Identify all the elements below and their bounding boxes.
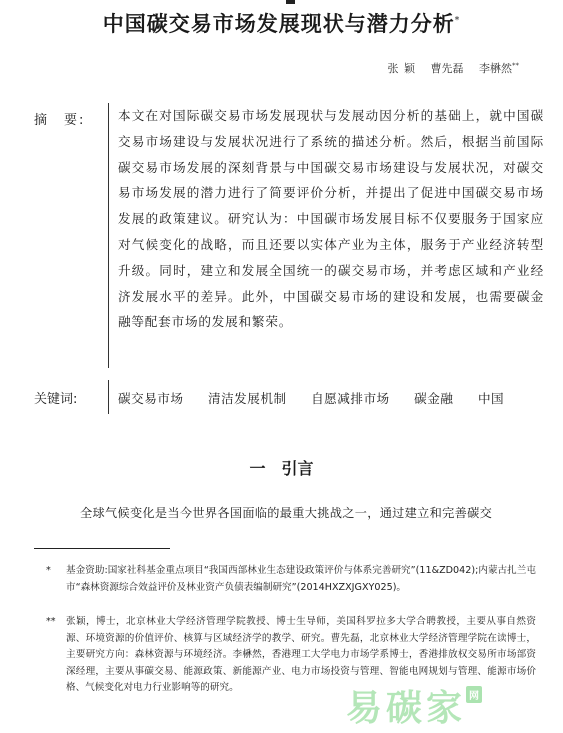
keywords-label: 关键词: (34, 392, 78, 407)
author-2-name: 曹先磊 (430, 62, 464, 75)
author-3-name: 李楙然 (479, 62, 512, 75)
abstract-text: 本文在对国际碳交易市场发展现状与发展动因分析的基础上，就中国碳交易市场建设与发展状况进行了系统的描述分析。然后，根据当前国际碳交易市场发展的深刻背景与中国碳交易市场建设与发展状况，对碳交易市场发展的潜力进行了简要评价分析，并提出了促进中国碳交易市场发展的政策建议。研究认为：中国碳市场发展目标不仅要服务于国家应对气候变化的战略，而且还要以实体产业为主体，服务于产业经济转型升级。同时，建立和发展全国统一的碳交易市场，并考虑区域和产业经济发展水平的差异。此外，中国碳交易市场的建设和发展，也需要碳金融等配套市场的发展和繁荣。 (118, 108, 544, 330)
section-heading (0, 456, 563, 479)
keyword: 碳金融 (414, 391, 454, 406)
author-3-mark: ** (512, 61, 519, 70)
keywords-list (118, 388, 524, 407)
watermark-badge: 网 (466, 686, 482, 703)
keyword: 自愿减排市场 (311, 391, 390, 406)
author-3 (479, 62, 519, 75)
section-number: 一 (249, 459, 266, 478)
footnote-mark: * (46, 565, 51, 576)
keyword: 碳交易市场 (118, 391, 184, 406)
author-2 (431, 62, 464, 75)
footnote-rule (34, 548, 170, 549)
title-text: 中国碳交易市场发展现状与潜力分析 (102, 11, 455, 36)
footnote-text: 基金资助:国家社科基金重点项目“我国西部林业生态建设政策评价与体系完善研究”(11&ZD042);内蒙古扎兰屯市“森林资源综合效益评价及林业资产负债表编制研究”(2014HXZXJGXY025)。 (66, 565, 536, 593)
title-footnote-mark: * (454, 16, 461, 26)
footnote-text: 张颖，博士，北京林业大学经济管理学院教授、博士生导师，美国科罗拉多大学合聘教授，主要从事自然资源、环境资源的价值评价、核算与区域经济学的教学、研究。曹先磊，北京林业大学经济管理学院在读博士，主要研究方向：森林资源与环境经济。李楙然，香港理工大学电力市场学系博士，香港排放权交易所市场部资深经理，主要从事碳交易、能源政策、新能源产业、电力市场投资与管理、智能电网规划与管理、能源市场价格、气候变化对电力行业影响等的研究。 (66, 616, 536, 694)
abstract-label: 摘 要: (34, 113, 86, 128)
keyword: 中国 (477, 391, 505, 406)
watermark-text: 易碳家 (346, 688, 467, 729)
footnote-mark: ** (46, 616, 56, 627)
author-line (378, 60, 520, 76)
header-mark (286, 0, 295, 4)
section-title: 引言 (281, 459, 314, 478)
keywords-rule (108, 380, 109, 414)
footnote-funding (46, 563, 536, 596)
author-1 (388, 62, 416, 75)
paper-title (0, 8, 563, 38)
author-1-name: 张 颖 (387, 62, 415, 75)
site-watermark (346, 680, 556, 730)
intro-paragraph: 全球气候变化是当今世界各国面临的最重大挑战之一，通过建立和完善碳交 (80, 506, 493, 520)
keyword: 清洁发展机制 (207, 391, 287, 406)
